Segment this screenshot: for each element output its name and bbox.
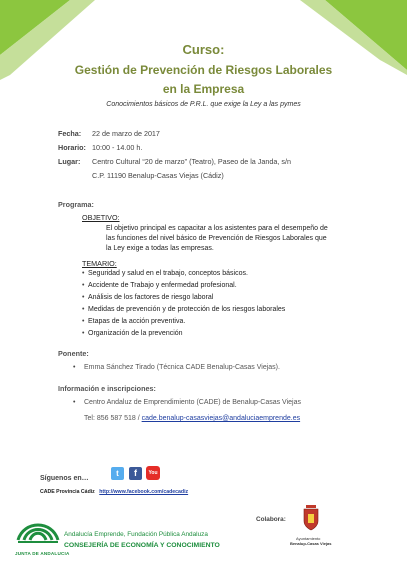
twitter-icon[interactable]: t <box>111 467 124 480</box>
objetivo-heading: OBJETIVO: <box>82 213 120 222</box>
bullet: • <box>82 270 85 277</box>
junta-name: JUNTA DE ANDALUCIA <box>15 551 70 556</box>
programa-heading: Programa: <box>58 200 94 209</box>
ae-line: Andalucía Emprende, Fundación Pública Andaluza <box>64 531 208 538</box>
temario-item: Accidente de Trabajo y enfermedad profesional. <box>88 282 237 289</box>
colabora-label: Colabora: <box>256 516 286 523</box>
info-heading: Información e inscripciones: <box>58 384 156 393</box>
fecha-value: 22 de marzo de 2017 <box>92 129 160 138</box>
temario-item: Medidas de prevención y de protección de los riesgos laborales <box>88 306 286 313</box>
temario-item: Análisis de los factores de riesgo laboral <box>88 294 214 301</box>
temario-heading: TEMARIO: <box>82 259 117 268</box>
info-contact <box>84 415 300 422</box>
course-label: Curso: <box>182 42 225 57</box>
facebook-link[interactable]: http://www.facebook.com/cadecadiz <box>99 489 189 495</box>
course-subtitle: Conocimientos básicos de P.R.L. que exige la Ley a las pymes <box>106 101 301 108</box>
bullet: • <box>73 399 76 406</box>
temario-item: Etapas de la acción preventiva. <box>88 318 186 325</box>
bullet: • <box>82 306 85 313</box>
facebook-icon[interactable]: f <box>129 467 142 480</box>
bullet: • <box>82 318 85 325</box>
info-email-link[interactable]: cade.benalup-casasviejas@andaluciaemprende.es <box>141 415 301 422</box>
ponente-name: Emma Sánchez Tirado (Técnica CADE Benalup-Casas Viejas). <box>84 364 280 371</box>
ayto-line-2: Benalup-Casas Viejas <box>290 541 332 546</box>
course-title-line-1: Gestión de Prevención de Riesgos Laborales <box>74 63 333 77</box>
info-tel: Tel: 856 587 518 / <box>84 415 142 422</box>
ayuntamiento-crest <box>302 505 320 531</box>
bullet: • <box>82 282 85 289</box>
bullet: • <box>82 330 85 337</box>
bullet: • <box>73 364 76 371</box>
ponente-heading: Ponente: <box>58 349 89 358</box>
junta-andalucia-logo <box>14 514 62 552</box>
siguenos-label: Síguenos en… <box>40 475 89 482</box>
ayto-line-1: Ayuntamiento <box>296 536 321 541</box>
youtube-icon[interactable]: You <box>146 466 160 480</box>
horario-label: Horario: <box>58 143 86 152</box>
horario-value: 10:00 - 14.00 h. <box>92 143 143 152</box>
facebook-label: CADE Provincia Cádiz <box>40 489 95 495</box>
facebook-line <box>40 489 188 495</box>
objetivo-text-line-1: El objetivo principal es capacitar a los asistentes para el desempeño de <box>106 225 328 232</box>
bullet: • <box>82 294 85 301</box>
temario-item: Seguridad y salud en el trabajo, conceptos básicos. <box>88 270 248 277</box>
course-title-line-2: en la Empresa <box>162 82 245 96</box>
info-centro: Centro Andaluz de Emprendimiento (CADE) de Benalup-Casas Viejas <box>84 399 301 406</box>
consejeria: CONSEJERÍA DE ECONOMÍA Y CONOCIMIENTO <box>64 542 220 549</box>
lugar-value-line-2: C.P. 11190 Benalup-Casas Viejas (Cádiz) <box>92 171 224 180</box>
lugar-value-line-1: Centro Cultural “20 de marzo” (Teatro), Paseo de la Janda, s/n <box>92 157 291 166</box>
objetivo-text-line-2: las funciones del nivel básico de Prevención de Riesgos Laborales que <box>106 235 327 242</box>
lugar-label: Lugar: <box>58 157 81 166</box>
fecha-label: Fecha: <box>58 129 82 138</box>
temario-item: Organización de la prevención <box>88 330 183 337</box>
objetivo-text-line-3: la Ley exige a todas las empresas. <box>106 245 214 252</box>
